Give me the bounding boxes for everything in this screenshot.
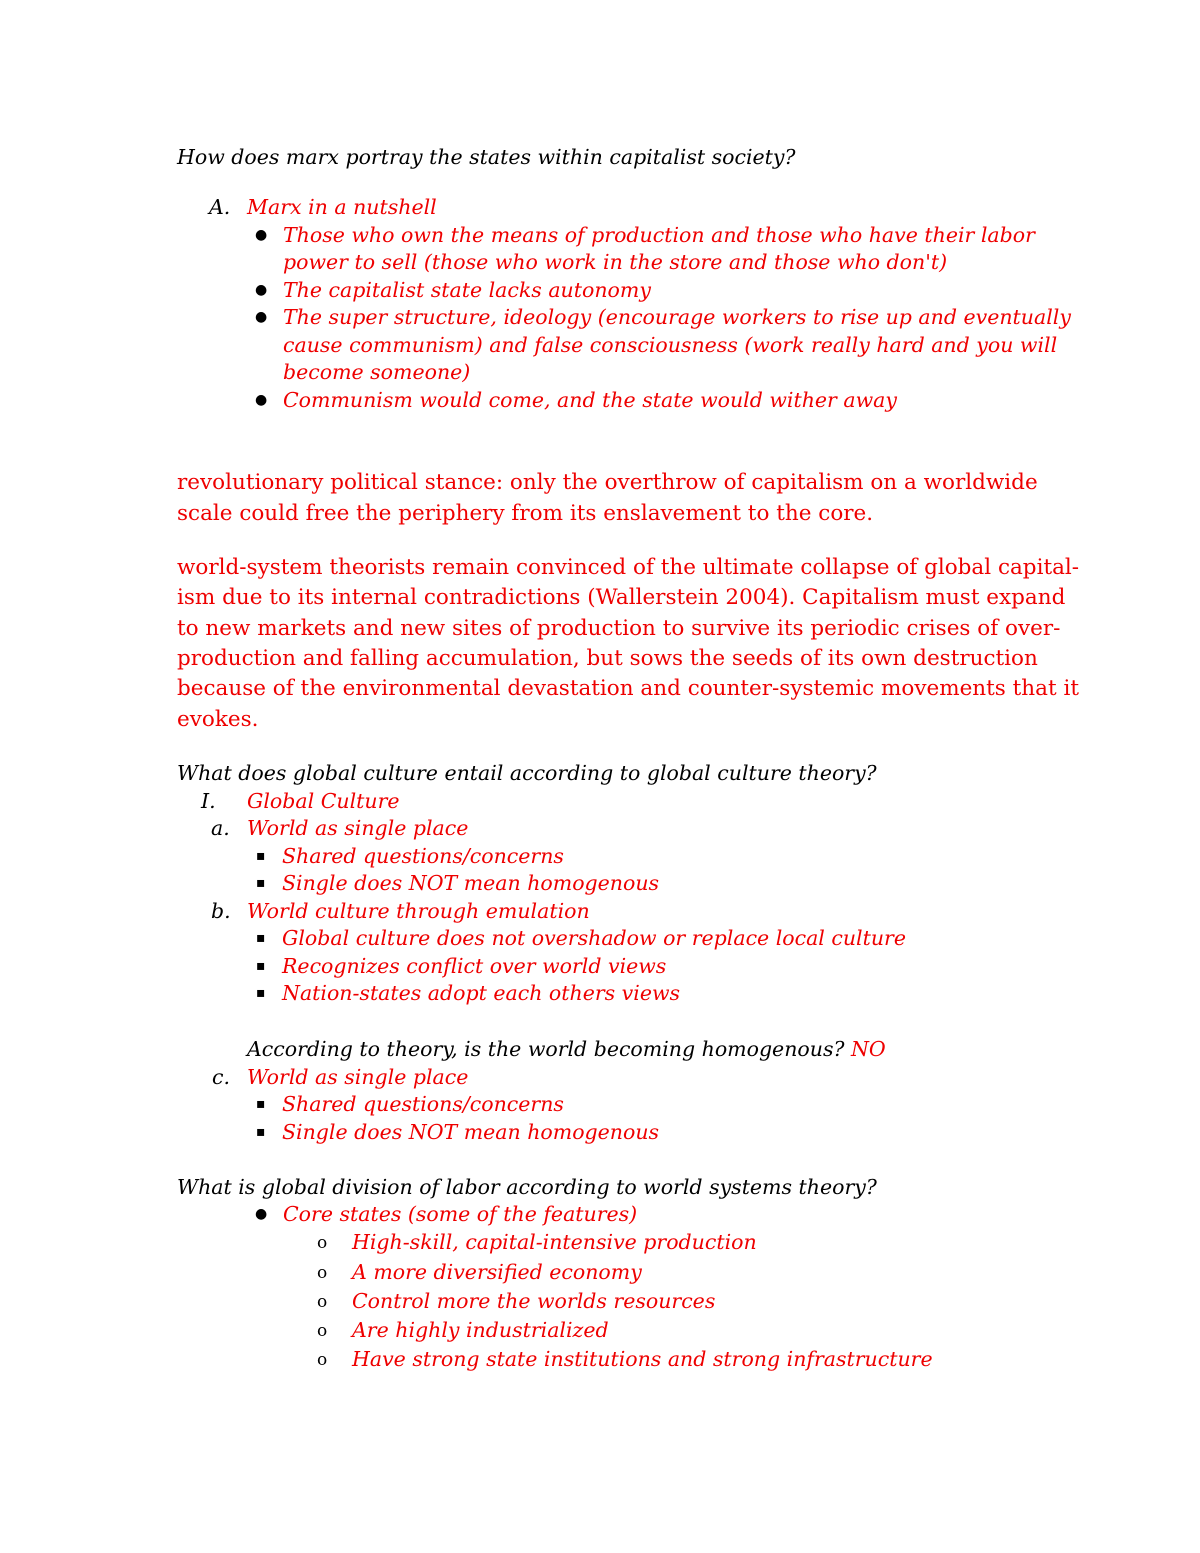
- list-marker-a: a.: [211, 816, 230, 840]
- circle-bullet-icon: o: [317, 1321, 328, 1341]
- bullet-text-continuation: become someone): [283, 360, 471, 384]
- bullet-text-continuation: power to sell (those who work in the store and those who don't): [283, 250, 948, 274]
- square-bullet-icon: ▪: [256, 930, 266, 946]
- list-item-world-single-place: World as single place: [247, 1065, 469, 1089]
- sub-item-text: Global culture does not overshadow or replace local culture: [282, 926, 906, 950]
- bullet-text: Those who own the means of production and those who have their labor: [283, 223, 1035, 247]
- list-item-marx-nutshell: Marx in a nutshell: [247, 195, 437, 219]
- bullet-text: The super structure, ideology (encourage workers to rise up and eventually: [283, 305, 1071, 329]
- square-bullet-icon: ▪: [256, 985, 266, 1001]
- sub-item-text: Single does NOT mean homogenous: [282, 1120, 660, 1144]
- sub-question-text: According to theory, is the world becoming homogenous?: [247, 1037, 845, 1061]
- square-bullet-icon: ▪: [256, 1096, 266, 1112]
- sub-item-text: Shared questions/concerns: [282, 844, 564, 868]
- sub-item-text: Are highly industrialized: [352, 1318, 609, 1342]
- bullet-icon: ●: [255, 1206, 268, 1222]
- bullet-icon: ●: [255, 309, 268, 325]
- square-bullet-icon: ▪: [256, 958, 266, 974]
- list-item-world-culture-emulation: World culture through emulation: [247, 899, 590, 923]
- sub-item-text: A more diversified economy: [352, 1260, 642, 1284]
- sub-item-text: High-skill, capital-intensive production: [352, 1230, 757, 1254]
- list-marker-a: A.: [209, 195, 231, 219]
- list-item-world-single-place: World as single place: [247, 816, 469, 840]
- square-bullet-icon: ▪: [256, 875, 266, 891]
- circle-bullet-icon: o: [317, 1263, 328, 1283]
- sub-item-text: Single does NOT mean homogenous: [282, 871, 660, 895]
- bullet-icon: ●: [255, 392, 268, 408]
- paragraph-line: evokes.: [177, 707, 259, 732]
- bullet-text-continuation: cause communism) and false consciousness (work really hard and you will: [283, 333, 1058, 357]
- sub-item-text: Control more the worlds resources: [352, 1289, 716, 1313]
- question-global-culture: What does global culture entail according to global culture theory?: [177, 761, 877, 785]
- square-bullet-icon: ▪: [256, 1124, 266, 1140]
- square-bullet-icon: ▪: [256, 848, 266, 864]
- paragraph-line: scale could free the periphery from its enslavement to the core.: [177, 501, 874, 526]
- sub-question-homogenous: [247, 1036, 886, 1063]
- bullet-text: The capitalist state lacks autonomy: [283, 278, 651, 302]
- sub-item-text: Recognizes conflict over world views: [282, 954, 667, 978]
- sub-item-text: Shared questions/concerns: [282, 1092, 564, 1116]
- list-item-core-states: Core states (some of the features): [283, 1202, 638, 1226]
- sub-item-text: Have strong state institutions and strong infrastructure: [352, 1347, 933, 1371]
- sub-question-answer: NO: [850, 1037, 886, 1061]
- paragraph-line: world-system theorists remain convinced of the ultimate collapse of global capital-: [177, 555, 1080, 580]
- bullet-text: Communism would come, and the state would wither away: [283, 388, 897, 412]
- paragraph-line: ism due to its internal contradictions (Wallerstein 2004). Capitalism must expand: [177, 585, 1066, 610]
- circle-bullet-icon: o: [317, 1292, 328, 1312]
- list-marker-roman-i: I.: [201, 789, 216, 813]
- circle-bullet-icon: o: [317, 1350, 328, 1370]
- paragraph-line: to new markets and new sites of production to survive its periodic crises of over-: [177, 616, 1061, 641]
- circle-bullet-icon: o: [317, 1233, 328, 1253]
- list-marker-b: b.: [211, 899, 231, 923]
- sub-item-text: Nation-states adopt each others views: [282, 981, 681, 1005]
- bullet-icon: ●: [255, 227, 268, 243]
- question-global-division-labor: What is global division of labor according to world systems theory?: [177, 1175, 877, 1199]
- paragraph-line: production and falling accumulation, but sows the seeds of its own destruction: [177, 646, 1038, 671]
- paragraph-line: revolutionary political stance: only the overthrow of capitalism on a worldwide: [177, 470, 1038, 495]
- question-marx-state: How does marx portray the states within capitalist society?: [177, 145, 796, 169]
- list-item-global-culture: Global Culture: [247, 789, 400, 813]
- bullet-icon: ●: [255, 282, 268, 298]
- paragraph-line: because of the environmental devastation and counter-systemic movements that it: [177, 676, 1079, 701]
- list-marker-c: c.: [212, 1065, 230, 1089]
